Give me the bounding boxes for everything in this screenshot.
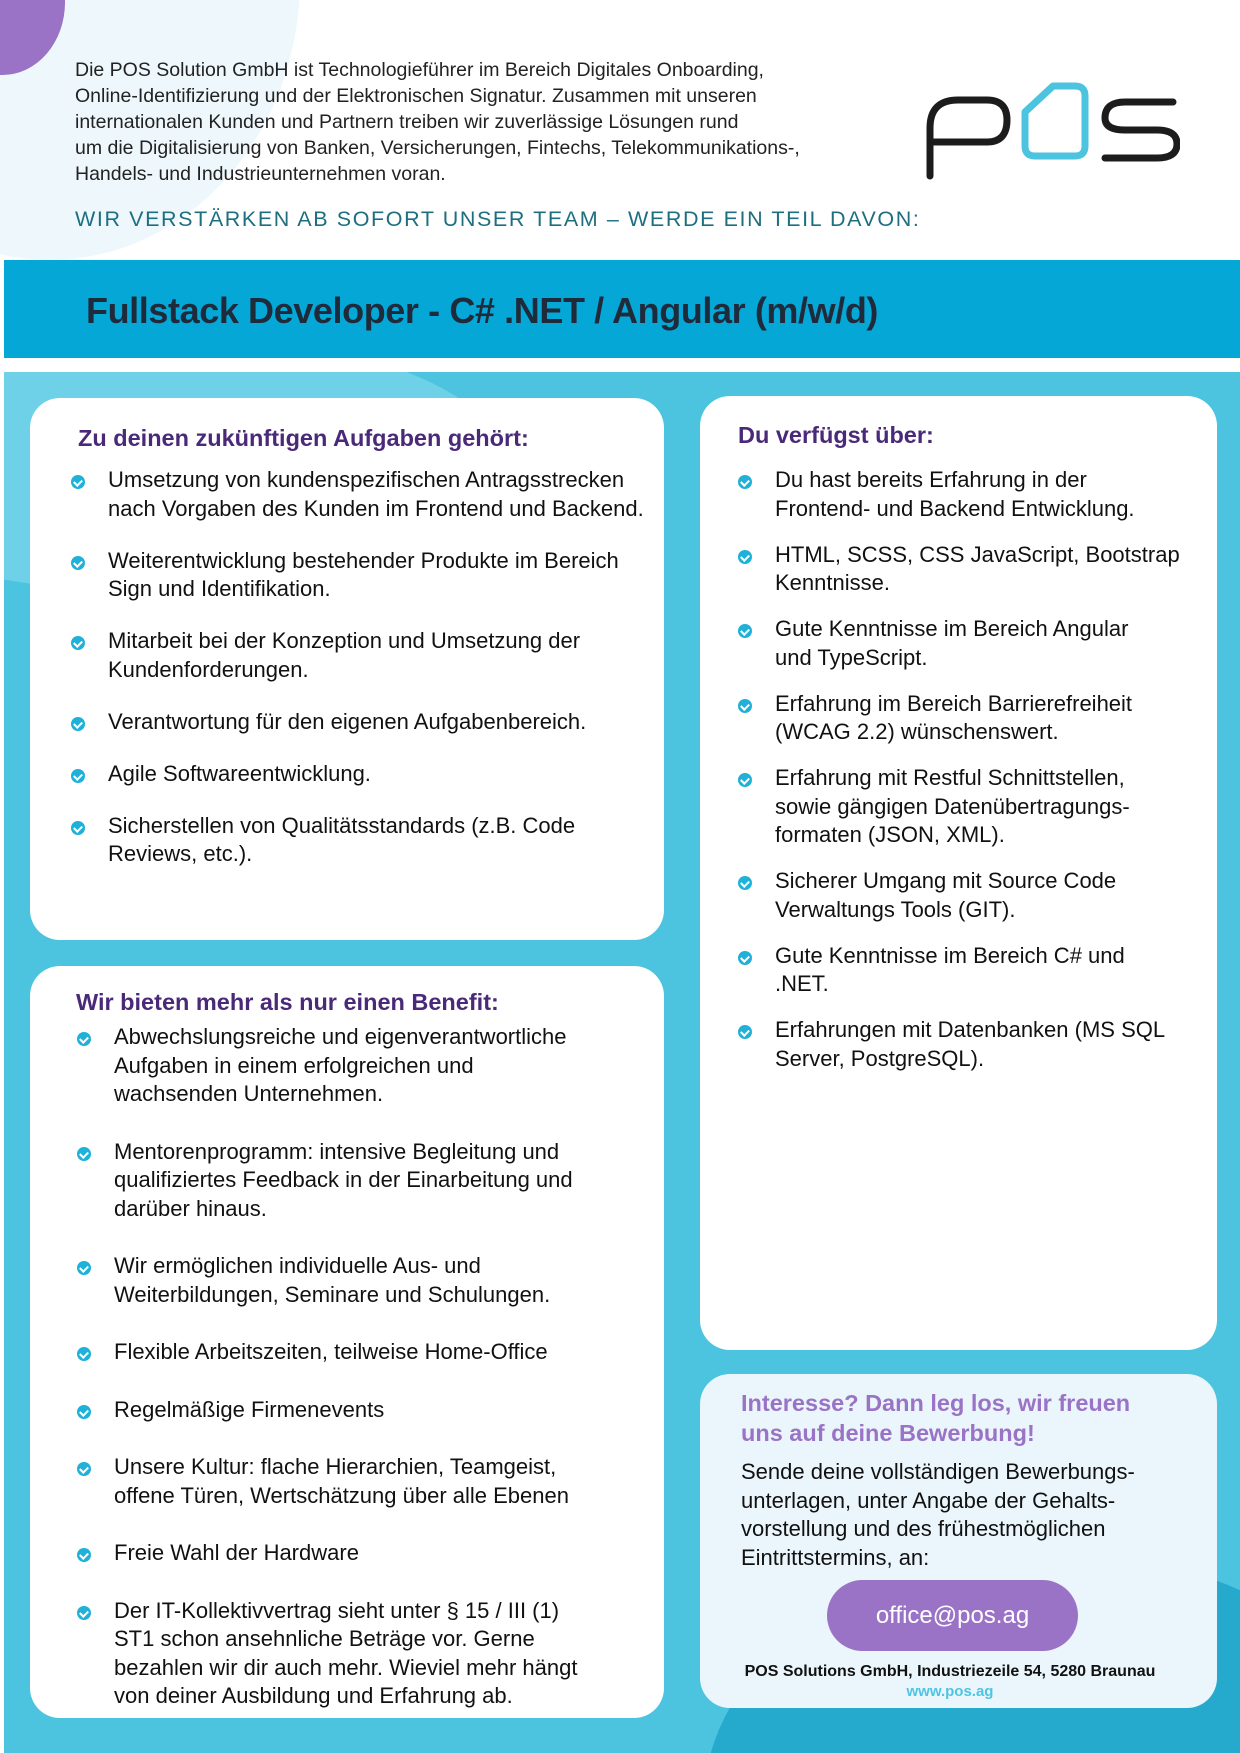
check-bullet-icon <box>71 717 85 731</box>
check-bullet-icon <box>738 1025 752 1039</box>
tasks-heading: Zu deinen zukünftigen Aufgaben gehört: <box>78 425 529 451</box>
list-item: Agile Softwareentwicklung. <box>108 760 668 789</box>
list-item: Wir ermöglichen individuelle Aus- und Weiterbildungen, Seminare und Schulungen. <box>114 1252 654 1309</box>
email-button[interactable]: office@pos.ag <box>827 1580 1078 1651</box>
check-bullet-icon <box>77 1261 91 1275</box>
intro-line: um die Digitalisierung von Banken, Versicherungen, Fintechs, Telekommunikations-, <box>75 137 800 159</box>
check-bullet-icon <box>738 876 752 890</box>
benefits-list <box>114 1023 654 1711</box>
job-title: Fullstack Developer - C# .NET / Angular (m/w/d) <box>86 290 879 331</box>
list-item: Mitarbeit bei der Konzeption und Umsetzung der Kundenforderungen. <box>108 627 668 684</box>
tasks-list <box>108 466 668 869</box>
intro-line: Handels- und Industrieunternehmen voran. <box>75 163 446 185</box>
check-bullet-icon <box>738 475 752 489</box>
requirements-list <box>775 466 1195 1073</box>
list-item: Regelmäßige Firmenevents <box>114 1396 654 1425</box>
check-bullet-icon <box>77 1347 91 1361</box>
check-bullet-icon <box>71 769 85 783</box>
check-bullet-icon <box>77 1147 91 1161</box>
pos-logo <box>925 80 1180 180</box>
requirements-heading: Du verfügst über: <box>738 422 934 448</box>
check-bullet-icon <box>71 821 85 835</box>
check-bullet-icon <box>71 636 85 650</box>
list-item: Du hast bereits Erfahrung in der Frontend- und Backend Entwicklung. <box>775 466 1195 523</box>
check-bullet-icon <box>77 1548 91 1562</box>
list-item: Gute Kenntnisse im Bereich C# und .NET. <box>775 942 1195 999</box>
intro-line: internationalen Kunden und Partnern treiben wir zuverlässige Lösungen rund <box>75 111 739 133</box>
check-bullet-icon <box>77 1606 91 1620</box>
list-item: Sicherstellen von Qualitätsstandards (z.B. Code Reviews, etc.). <box>108 812 668 869</box>
intro-line: Die POS Solution GmbH ist Technologieführer im Bereich Digitales Onboarding, <box>75 59 764 81</box>
list-item: Erfahrungen mit Datenbanken (MS SQL Server, PostgreSQL). <box>775 1016 1195 1073</box>
list-item: Verantwortung für den eigenen Aufgabenbereich. <box>108 708 668 737</box>
list-item: Abwechslungsreiche und eigenverantwortliche Aufgaben in einem erfolgreichen und wachsenden Unternehmen. <box>114 1023 654 1109</box>
company-intro <box>75 57 875 187</box>
check-bullet-icon <box>738 699 752 713</box>
intro-line: Online-Identifizierung und der Elektronischen Signatur. Zusammen mit unseren <box>75 85 757 107</box>
check-bullet-icon <box>738 773 752 787</box>
list-item: Erfahrung mit Restful Schnittstellen, sowie gängigen Datenübertragungs- formaten (JSON, XML). <box>775 764 1195 850</box>
check-bullet-icon <box>738 624 752 638</box>
list-item: Flexible Arbeitszeiten, teilweise Home-Office <box>114 1338 654 1367</box>
check-bullet-icon <box>77 1462 91 1476</box>
contact-heading: Interesse? Dann leg los, wir freuen uns auf deine Bewerbung! <box>741 1390 1131 1446</box>
list-item: Sicherer Umgang mit Source Code Verwaltungs Tools (GIT). <box>775 867 1195 924</box>
list-item: Erfahrung im Bereich Barrierefreiheit (WCAG 2.2) wünschenswert. <box>775 690 1195 747</box>
benefits-heading: Wir bieten mehr als nur einen Benefit: <box>76 989 499 1015</box>
list-item: HTML, SCSS, CSS JavaScript, Bootstrap Kenntnisse. <box>775 541 1195 598</box>
list-item: Unsere Kultur: flache Hierarchien, Teamgeist, offene Türen, Wertschätzung über alle Ebenen <box>114 1453 654 1510</box>
check-bullet-icon <box>77 1032 91 1046</box>
check-bullet-icon <box>71 556 85 570</box>
list-item: Gute Kenntnisse im Bereich Angular und TypeScript. <box>775 615 1195 672</box>
company-address: POS Solutions GmbH, Industriezeile 54, 5280 Braunau <box>744 1663 1156 1680</box>
list-item: Der IT-Kollektivvertrag sieht unter § 15 / III (1) ST1 schon ansehnliche Beträge vor. Gerne bezahlen wir dir auch mehr. Wieviel mehr hängt von deiner Ausbildung und Erfahrung ab. <box>114 1597 654 1711</box>
check-bullet-icon <box>77 1405 91 1419</box>
list-item: Umsetzung von kundenspezifischen Antragsstrecken nach Vorgaben des Kunden im Frontend und Backend. <box>108 466 668 523</box>
check-bullet-icon <box>71 475 85 489</box>
list-item: Mentorenprogramm: intensive Begleitung und qualifiziertes Feedback in der Einarbeitung und darüber hinaus. <box>114 1138 654 1224</box>
check-bullet-icon <box>738 951 752 965</box>
website-link[interactable]: www.pos.ag <box>906 1683 994 1700</box>
recruiting-tagline: WIR VERSTÄRKEN AB SOFORT UNSER TEAM – WERDE EIN TEIL DAVON: <box>75 207 921 231</box>
contact-instructions: Sende deine vollständigen Bewerbungs- unterlagen, unter Angabe der Gehalts- vorstellung und des frühestmöglichen Eintrittstermins, an: <box>741 1459 1135 1570</box>
check-bullet-icon <box>738 550 752 564</box>
list-item: Weiterentwicklung bestehender Produkte im Bereich Sign und Identifikation. <box>108 547 668 604</box>
list-item: Freie Wahl der Hardware <box>114 1539 654 1568</box>
